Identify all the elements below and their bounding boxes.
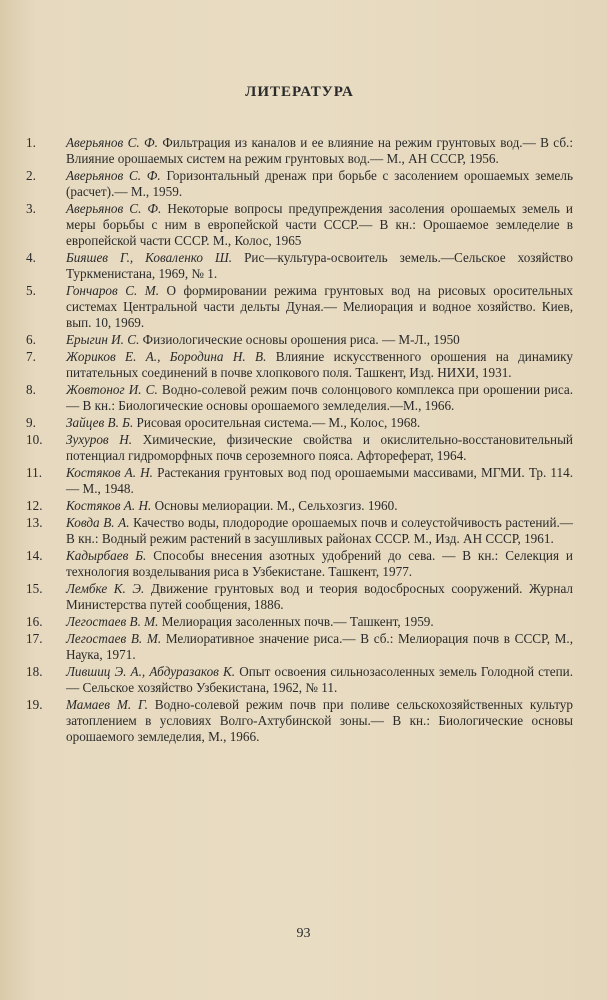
- reference-text: Рис—культура-освоитель земель.—Сельское хозяйство Туркменистана, 1969, № 1.: [66, 250, 573, 281]
- reference-author: Гончаров С. М.: [66, 283, 160, 298]
- reference-item: [26, 382, 573, 414]
- reference-author: Жовтоног И. С.: [66, 382, 158, 397]
- reference-text: Химические, физические свойства и окислительно-восстановительный потенциал гидроморфных почв сероземного пояса. Афтореферат, 1964.: [66, 432, 573, 463]
- reference-body: [66, 614, 573, 630]
- reference-item: [26, 135, 573, 167]
- reference-item: [26, 283, 573, 331]
- reference-number: 2.: [26, 168, 36, 183]
- reference-author: Бияшев Г., Коваленко Ш.: [66, 250, 233, 265]
- reference-body: [66, 432, 573, 464]
- reference-item: [26, 581, 573, 613]
- reference-item: [26, 201, 573, 249]
- page-title: ЛИТЕРАТУРА: [245, 84, 354, 100]
- reference-body: [66, 697, 573, 745]
- reference-number: 5.: [26, 283, 36, 298]
- reference-author: Мамаев М. Г.: [66, 697, 148, 712]
- reference-number: 8.: [26, 382, 36, 397]
- reference-number: 15.: [26, 581, 43, 596]
- reference-author: Ерыгин И. С.: [66, 332, 140, 347]
- reference-number: 9.: [26, 415, 36, 430]
- reference-body: [66, 201, 573, 249]
- reference-author: Легостаев В. М.: [66, 631, 162, 646]
- reference-author: Аверьянов С. Ф.: [66, 168, 161, 183]
- reference-author: Лембке К. Э.: [66, 581, 145, 596]
- reference-text: Растекания грунтовых вод под орошаемыми массивами, МГМИ. Тр. 114.— М., 1948.: [66, 465, 573, 496]
- reference-text: Влияние искусственного орошения на динамику питательных соединений в почве хлопкового поля. Ташкент, Изд. НИХИ, 1931.: [66, 349, 573, 380]
- reference-text: Горизонтальный дренаж при борьбе с засолением орошаемых земель (расчет).— М., 1959.: [66, 168, 573, 199]
- reference-item: [26, 465, 573, 497]
- reference-body: [66, 415, 573, 431]
- reference-body: [66, 168, 573, 200]
- reference-body: [66, 631, 573, 663]
- reference-author: Лившиц Э. А., Абдуразаков К.: [66, 664, 236, 679]
- reference-text: Опыт освоения сильнозасоленных земель Голодной степи.— Сельское хозяйство Узбекистана, 1962, № 11.: [66, 664, 574, 695]
- reference-item: [26, 631, 573, 663]
- reference-body: [66, 283, 573, 331]
- reference-item: [26, 697, 573, 745]
- reference-item: [26, 515, 573, 547]
- reference-author: Легостаев В. М.: [66, 614, 159, 629]
- reference-text: Водно-солевой режим почв солонцового комплекса при орошении риса.— В кн.: Биологические основы орошаемого земледелия.—М., 1966.: [66, 382, 573, 413]
- reference-body: [66, 548, 573, 580]
- reference-text: Мелиорация засоленных почв.— Ташкент, 1959.: [158, 614, 434, 629]
- reference-text: Рисовая оросительная система.— М., Колос, 1968.: [133, 415, 421, 430]
- reference-item: [26, 415, 573, 431]
- reference-text: Водно-солевой режим почв при поливе сельскохозяйственных культур затоплением в условиях Волго-Ахтубинской зоны.— В кн.: Биологические основы орошаемого земледелия, М., 1966.: [66, 697, 573, 744]
- reference-number: 10.: [26, 432, 43, 447]
- reference-number: 17.: [26, 631, 43, 646]
- reference-body: [66, 250, 573, 282]
- reference-number: 16.: [26, 614, 43, 629]
- reference-number: 13.: [26, 515, 43, 530]
- reference-item: [26, 168, 573, 200]
- reference-number: 19.: [26, 697, 43, 712]
- reference-item: [26, 614, 573, 630]
- reference-number: 4.: [26, 250, 36, 265]
- reference-number: 3.: [26, 201, 36, 216]
- reference-number: 6.: [26, 332, 36, 347]
- reference-author: Кадырбаев Б.: [66, 548, 147, 563]
- reference-number: 1.: [26, 135, 36, 150]
- reference-text: Движение грунтовых вод и теория водосбросных сооружений. Журнал Министерства путей сообщения, 1886.: [66, 581, 573, 612]
- reference-number: 11.: [26, 465, 42, 480]
- reference-item: [26, 498, 573, 514]
- reference-body: [66, 515, 573, 547]
- reference-author: Костяков А. Н.: [66, 498, 152, 513]
- reference-text: Качество воды, плодородие орошаемых почв и солеустойчивость растений.— В кн.: Водный режим растений в засушливых районах СССР. М., Изд. АН СССР, 1961.: [66, 515, 573, 546]
- reference-text: Мелиоративное значение риса.— В сб.: Мелиорация почв в СССР, М., Наука, 1971.: [66, 631, 573, 662]
- reference-author: Аверьянов С. Ф.: [66, 135, 158, 150]
- page-number: 93: [296, 926, 311, 941]
- reference-body: [66, 664, 573, 696]
- reference-body: [66, 382, 573, 414]
- reference-body: [66, 349, 573, 381]
- reference-text: Некоторые вопросы предупреждения засоления орошаемых земель и меры борьбы с ним в европейской части СССР.— В кн.: Орошаемое земледелие в европейской части СССР. М., Колос, 1965: [66, 201, 573, 248]
- reference-item: [26, 332, 573, 348]
- reference-number: 12.: [26, 498, 43, 513]
- reference-item: [26, 250, 573, 282]
- reference-author: Костяков А. Н.: [66, 465, 153, 480]
- reference-text: Физиологические основы орошения риса. — М-Л., 1950: [139, 332, 460, 347]
- reference-author: Ковда В. А.: [66, 515, 130, 530]
- reference-author: Аверьянов С. Ф.: [66, 201, 162, 216]
- reference-text: О формировании режима грунтовых вод на рисовых оросительных системах Центральной части дельты Дуная.— Мелиорация и водное хозяйство. Киев, вып. 10, 1969.: [66, 283, 573, 330]
- reference-body: [66, 465, 573, 497]
- reference-body: [66, 135, 573, 167]
- reference-body: [66, 581, 573, 613]
- reference-body: [66, 332, 573, 348]
- reference-author: Зухуров Н.: [66, 432, 133, 447]
- reference-item: [26, 548, 573, 580]
- reference-body: [66, 498, 573, 514]
- reference-number: 7.: [26, 349, 36, 364]
- reference-number: 18.: [26, 664, 43, 679]
- reference-author: Зайцев В. Б.: [66, 415, 134, 430]
- reference-item: [26, 664, 573, 696]
- reference-item: [26, 349, 573, 381]
- reference-text: Основы мелиорации. М., Сельхозгиз. 1960.: [151, 498, 398, 513]
- reference-number: 14.: [26, 548, 43, 563]
- reference-text: Способы внесения азотных удобрений до сева. — В кн.: Селекция и технология возделывания риса в Узбекистане. Ташкент, 1977.: [66, 548, 573, 579]
- reference-list: [26, 135, 573, 745]
- reference-item: [26, 432, 573, 464]
- reference-text: Фильтрация из каналов и ее влияние на режим грунтовых вод.— В сб.: Влияние орошаемых систем на режим грунтовых вод.— М., АН СССР, 1956.: [66, 135, 573, 166]
- reference-author: Жориков Е. А., Бородина Н. В.: [66, 349, 267, 364]
